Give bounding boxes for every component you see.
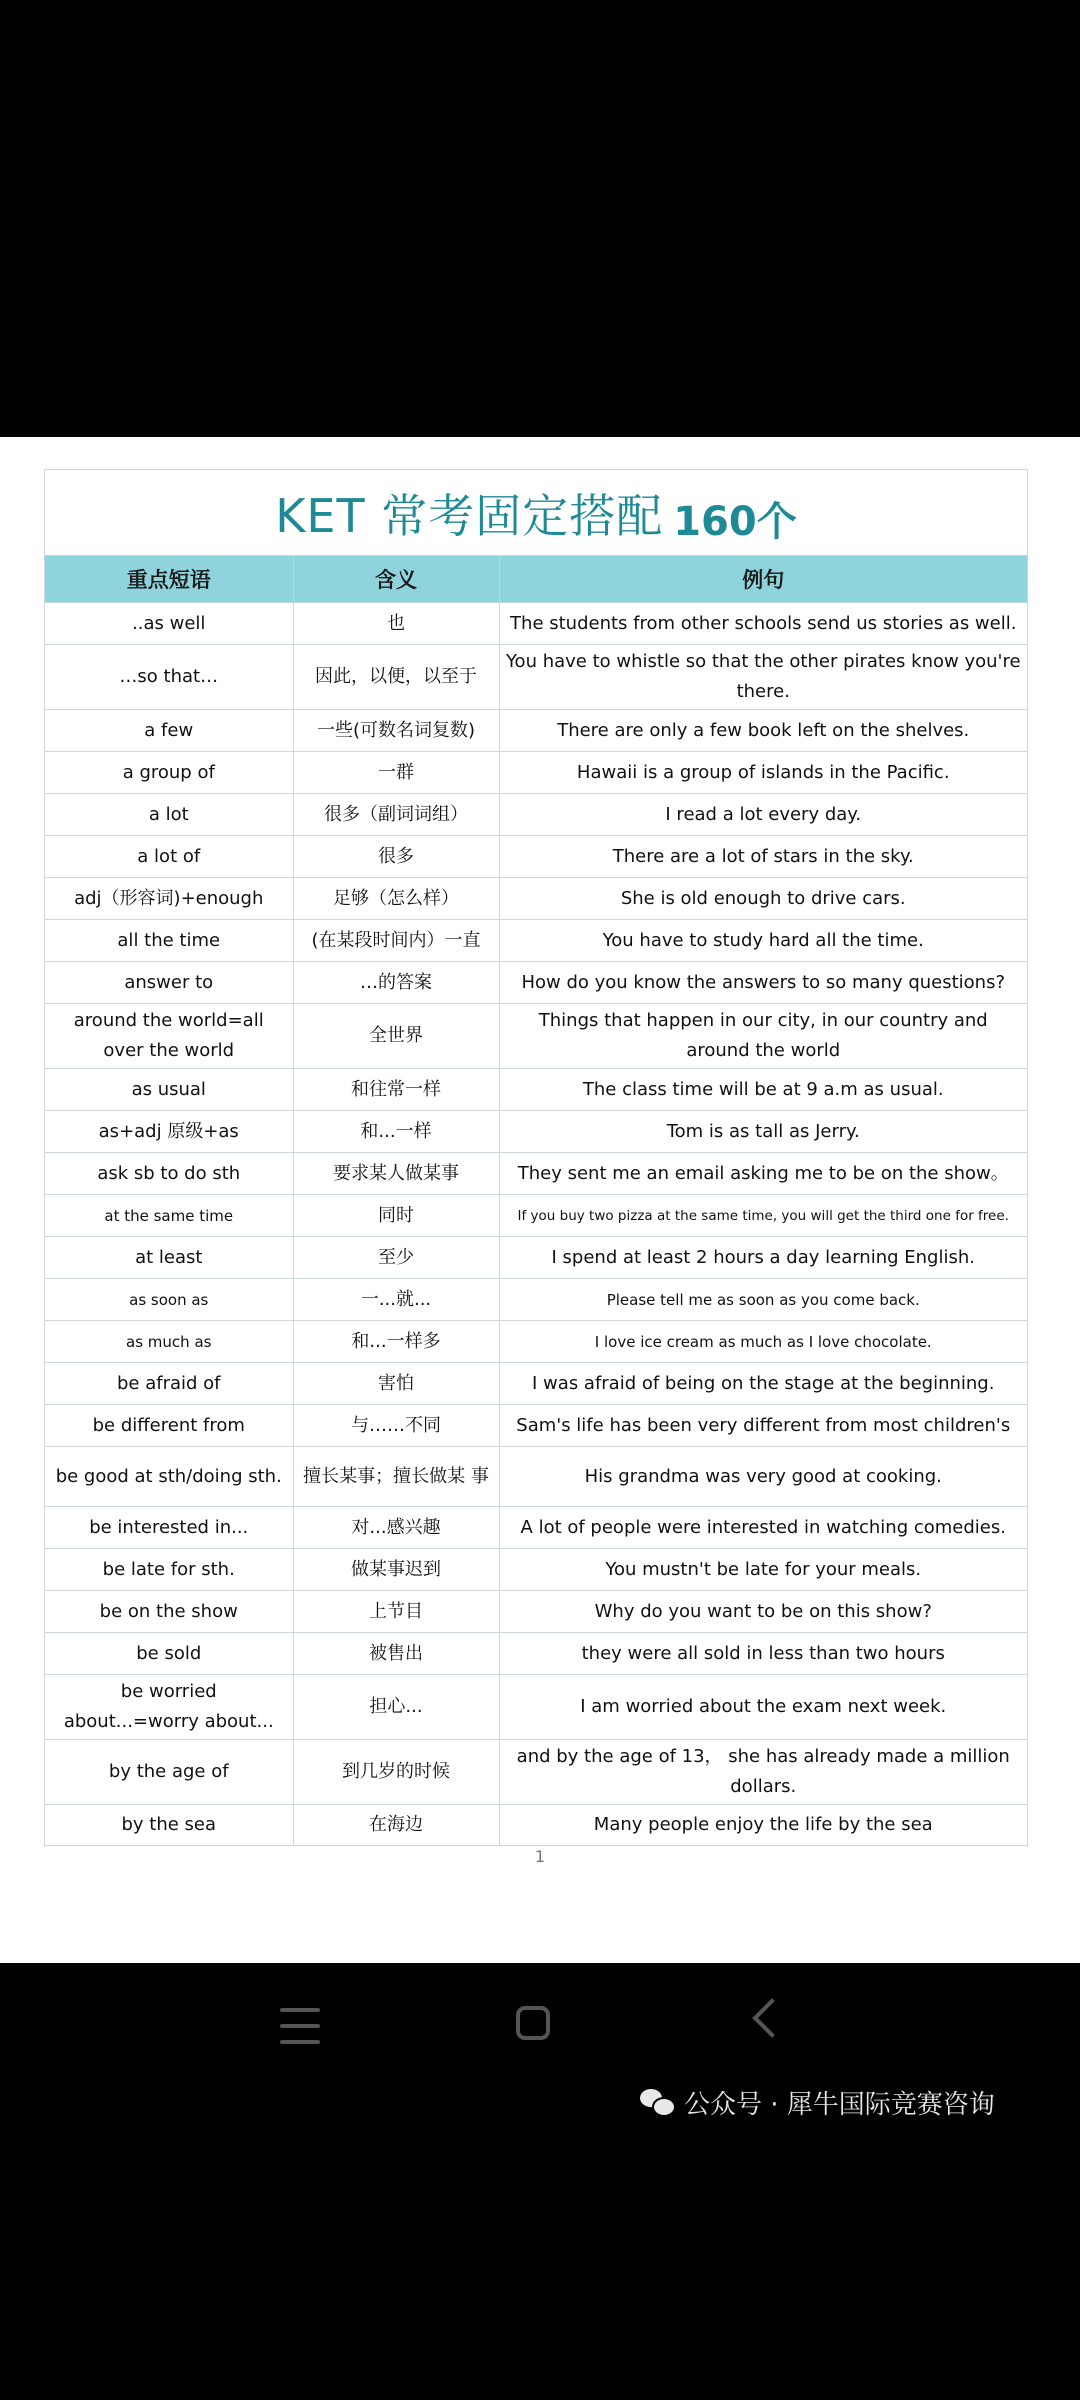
- cell-phrase: a few: [45, 710, 293, 752]
- cell-phrase: be late for sth.: [45, 1549, 293, 1591]
- cell-phrase: as usual: [45, 1069, 293, 1111]
- wechat-icon: [640, 2089, 674, 2115]
- cell-meaning: 一...就...: [293, 1279, 499, 1321]
- cell-example: How do you know the answers to so many questions?: [499, 962, 1027, 1004]
- cell-meaning: 担心...: [293, 1675, 499, 1740]
- watermark-text: 公众号 · 犀牛国际竞赛咨询: [684, 2089, 995, 2120]
- cell-meaning: 很多: [293, 836, 499, 878]
- cell-example: A lot of people were interested in watching comedies.: [499, 1507, 1027, 1549]
- cell-phrase: be afraid of: [45, 1363, 293, 1405]
- table-row: [45, 1805, 1027, 1845]
- cell-meaning: 和...一样多: [293, 1321, 499, 1363]
- table-row: [45, 1279, 1027, 1321]
- title-text: KET 常考固定搭配: [275, 488, 664, 543]
- table-row: [45, 1111, 1027, 1153]
- table-row: [45, 1321, 1027, 1363]
- phrase-table-card: [44, 469, 1028, 1846]
- table-row: [45, 1237, 1027, 1279]
- cell-example: I am worried about the exam next week.: [499, 1675, 1027, 1740]
- title-count: 160个: [673, 499, 797, 545]
- cell-phrase: at the same time: [45, 1195, 293, 1237]
- cell-meaning: …的答案: [293, 962, 499, 1004]
- cell-phrase: all the time: [45, 920, 293, 962]
- cell-example: They sent me an email asking me to be on the show。: [499, 1153, 1027, 1195]
- cell-example: Tom is as tall as Jerry.: [499, 1111, 1027, 1153]
- cell-phrase: by the sea: [45, 1805, 293, 1845]
- cell-meaning: 和...一样: [293, 1111, 499, 1153]
- cell-phrase: ..as well: [45, 603, 293, 645]
- table-row: [45, 794, 1027, 836]
- table-row: [45, 836, 1027, 878]
- cell-example: I spend at least 2 hours a day learning English.: [499, 1237, 1027, 1279]
- cell-meaning: (在某段时间内）一直: [293, 920, 499, 962]
- cell-phrase: be good at sth/doing sth.: [45, 1447, 293, 1507]
- cell-example: Things that happen in our city, in our country and around the world: [499, 1004, 1027, 1069]
- cell-phrase: …so that…: [45, 645, 293, 710]
- cell-example: and by the age of 13， she has already made a million dollars.: [499, 1740, 1027, 1805]
- cell-meaning: 至少: [293, 1237, 499, 1279]
- cell-example: She is old enough to drive cars.: [499, 878, 1027, 920]
- table-row: [45, 1447, 1027, 1507]
- table-row: [45, 645, 1027, 710]
- cell-example: Sam's life has been very different from most children's: [499, 1405, 1027, 1447]
- table-row: [45, 1675, 1027, 1740]
- cell-meaning: 对...感兴趣: [293, 1507, 499, 1549]
- cell-meaning: 要求某人做某事: [293, 1153, 499, 1195]
- cell-meaning: 也: [293, 603, 499, 645]
- cell-meaning: 一些(可数名词复数): [293, 710, 499, 752]
- cell-phrase: a group of: [45, 752, 293, 794]
- table-row: [45, 962, 1027, 1004]
- cell-phrase: be different from: [45, 1405, 293, 1447]
- table-row: [45, 752, 1027, 794]
- menu-icon[interactable]: [280, 2008, 320, 2044]
- cell-meaning: 擅长某事；擅长做某 事: [293, 1447, 499, 1507]
- cell-phrase: by the age of: [45, 1740, 293, 1805]
- table-row: [45, 1363, 1027, 1405]
- table-row: [45, 878, 1027, 920]
- cell-meaning: 全世界: [293, 1004, 499, 1069]
- cell-example: they were all sold in less than two hours: [499, 1633, 1027, 1675]
- cell-meaning: 在海边: [293, 1805, 499, 1845]
- cell-phrase: be interested in...: [45, 1507, 293, 1549]
- cell-example: Please tell me as soon as you come back.: [499, 1279, 1027, 1321]
- table-row: [45, 1195, 1027, 1237]
- cell-example: If you buy two pizza at the same time, you will get the third one for free.: [499, 1195, 1027, 1237]
- cell-meaning: 做某事迟到: [293, 1549, 499, 1591]
- document-title: [45, 470, 1027, 556]
- watermark: [640, 2082, 1060, 2122]
- cell-example: You have to whistle so that the other pirates know you're there.: [499, 645, 1027, 710]
- table-row: [45, 1405, 1027, 1447]
- table-body: [45, 603, 1027, 1845]
- table-row: [45, 1507, 1027, 1549]
- cell-phrase: be on the show: [45, 1591, 293, 1633]
- cell-phrase: around the world=all over the world: [45, 1004, 293, 1069]
- cell-meaning: 同时: [293, 1195, 499, 1237]
- cell-example: Why do you want to be on this show?: [499, 1591, 1027, 1633]
- cell-meaning: 与……不同: [293, 1405, 499, 1447]
- cell-meaning: 害怕: [293, 1363, 499, 1405]
- cell-example: His grandma was very good at cooking.: [499, 1447, 1027, 1507]
- page-number: 1: [534, 1847, 546, 1866]
- table-row: [45, 920, 1027, 962]
- table-row: [45, 1549, 1027, 1591]
- table-row: [45, 1740, 1027, 1805]
- cell-meaning: 一群: [293, 752, 499, 794]
- cell-example: I read a lot every day.: [499, 794, 1027, 836]
- table-row: [45, 1069, 1027, 1111]
- cell-example: The class time will be at 9 a.m as usual.: [499, 1069, 1027, 1111]
- cell-phrase: a lot of: [45, 836, 293, 878]
- cell-meaning: 和往常一样: [293, 1069, 499, 1111]
- phrase-table: [45, 556, 1027, 1845]
- cell-example: I was afraid of being on the stage at the beginning.: [499, 1363, 1027, 1405]
- header-meaning: 含义: [293, 556, 499, 603]
- cell-meaning: 很多（副词词组）: [293, 794, 499, 836]
- cell-meaning: 被售出: [293, 1633, 499, 1675]
- cell-example: There are a lot of stars in the sky.: [499, 836, 1027, 878]
- header-phrase: 重点短语: [45, 556, 293, 603]
- cell-phrase: as much as: [45, 1321, 293, 1363]
- table-row: [45, 1633, 1027, 1675]
- cell-phrase: as soon as: [45, 1279, 293, 1321]
- cell-example: The students from other schools send us stories as well.: [499, 603, 1027, 645]
- table-row: [45, 1153, 1027, 1195]
- header-example: 例句: [499, 556, 1027, 603]
- cell-meaning: 因此，以便，以至于: [293, 645, 499, 710]
- table-row: [45, 603, 1027, 645]
- cell-phrase: adj（形容词)+enough: [45, 878, 293, 920]
- cell-example: I love ice cream as much as I love chocolate.: [499, 1321, 1027, 1363]
- cell-example: Many people enjoy the life by the sea: [593, 1813, 933, 1835]
- cell-phrase: as+adj 原级+as: [45, 1111, 293, 1153]
- cell-meaning: 到几岁的时候: [293, 1740, 499, 1805]
- cell-phrase: answer to: [45, 962, 293, 1004]
- cell-example: You have to study hard all the time.: [499, 920, 1027, 962]
- cell-example: There are only a few book left on the shelves.: [499, 710, 1027, 752]
- document-page: [0, 437, 1080, 1963]
- table-row: [45, 710, 1027, 752]
- cell-phrase: a lot: [45, 794, 293, 836]
- cell-example: Hawaii is a group of islands in the Pacific.: [499, 752, 1027, 794]
- cell-meaning: 足够（怎么样）: [293, 878, 499, 920]
- table-header-row: [45, 556, 1027, 603]
- table-row: [45, 1004, 1027, 1069]
- cell-phrase: at least: [45, 1237, 293, 1279]
- cell-meaning: 上节目: [293, 1591, 499, 1633]
- cell-phrase: be sold: [45, 1633, 293, 1675]
- table-row: [45, 1591, 1027, 1633]
- cell-phrase: ask sb to do sth: [45, 1153, 293, 1195]
- cell-phrase: be worried about...=worry about...: [45, 1675, 293, 1740]
- cell-example: You mustn't be late for your meals.: [499, 1549, 1027, 1591]
- home-icon[interactable]: [516, 2006, 550, 2040]
